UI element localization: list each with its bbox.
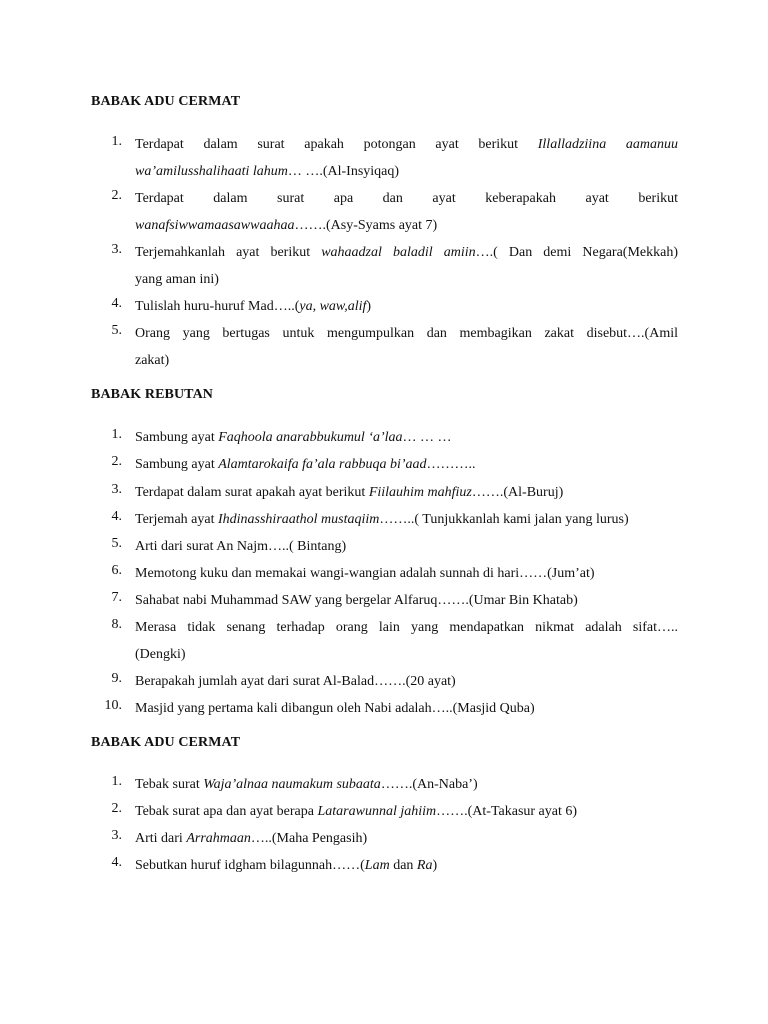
item-text bbox=[135, 239, 678, 293]
text-run: Sebutkan huruf idgham bilagunnah……( bbox=[135, 858, 365, 873]
item-number: 6. bbox=[111, 563, 122, 578]
item-text bbox=[135, 451, 678, 478]
item-text bbox=[135, 320, 678, 374]
italic-phrase: Ra bbox=[416, 858, 433, 873]
item-number: 5. bbox=[111, 536, 122, 551]
item-number: 10. bbox=[104, 698, 122, 713]
italic-phrase: Waja’alnaa naumakum subaata bbox=[203, 777, 381, 792]
item-text bbox=[135, 479, 678, 506]
text-run: Sambung ayat bbox=[135, 457, 219, 472]
text-run: …….(An-Naba’) bbox=[380, 777, 478, 792]
text-line bbox=[135, 424, 678, 451]
text-run: …….(Asy-Syams ayat 7) bbox=[294, 218, 438, 233]
text-run: Tulislah huru-huruf Mad…..( bbox=[135, 299, 300, 314]
item-text bbox=[135, 771, 678, 798]
italic-phrase: Illalladziina aamanuu bbox=[537, 137, 678, 152]
text-line bbox=[135, 212, 678, 239]
item-text bbox=[135, 668, 678, 695]
item-text bbox=[135, 587, 678, 614]
text-run: (Dengki) bbox=[135, 647, 186, 662]
text-run: ) bbox=[366, 299, 372, 314]
item-text bbox=[135, 798, 678, 825]
item-number: 3. bbox=[111, 482, 122, 497]
item-text bbox=[135, 533, 678, 560]
text-line bbox=[135, 668, 678, 695]
item-number: 8. bbox=[111, 617, 122, 632]
text-run: Tebak surat bbox=[135, 777, 204, 792]
item-number: 7. bbox=[111, 590, 122, 605]
section-heading: BABAK ADU CERMAT bbox=[91, 735, 241, 750]
text-line bbox=[135, 347, 678, 374]
item-number: 3. bbox=[111, 242, 122, 257]
item-text bbox=[135, 560, 678, 587]
item-text bbox=[135, 185, 678, 239]
text-run: dan bbox=[389, 858, 417, 873]
text-run: …..(Maha Pengasih) bbox=[250, 831, 368, 846]
italic-phrase: Ihdinasshiraathol mustaqiim bbox=[217, 512, 380, 527]
text-line bbox=[135, 852, 678, 879]
text-line bbox=[135, 798, 678, 825]
text-run: Orang yang bertugas untuk mengumpulkan dan membagikan zakat disebut….(Amil bbox=[135, 326, 678, 341]
text-run: …….(At-Takasur ayat 6) bbox=[436, 804, 578, 819]
text-line bbox=[135, 695, 678, 722]
italic-phrase: Arrahmaan bbox=[186, 831, 251, 846]
text-line bbox=[135, 239, 678, 266]
section-heading: BABAK REBUTAN bbox=[91, 387, 214, 402]
item-number: 4. bbox=[111, 296, 122, 311]
text-line bbox=[135, 451, 678, 478]
text-run: Berapakah jumlah ayat dari surat Al-Balad…….(20 ayat) bbox=[135, 674, 456, 689]
text-line bbox=[135, 771, 678, 798]
italic-phrase: Latarawunnal jahiim bbox=[317, 804, 437, 819]
text-line bbox=[135, 506, 678, 533]
item-number: 1. bbox=[111, 134, 122, 149]
text-run: …….(Al-Buruj) bbox=[471, 485, 564, 500]
item-text bbox=[135, 825, 678, 852]
item-number: 1. bbox=[111, 774, 122, 789]
text-run: … ….(Al-Insyiqaq) bbox=[287, 164, 400, 179]
text-run: ……..( Tunjukkanlah kami jalan yang lurus) bbox=[379, 512, 629, 527]
item-text bbox=[135, 293, 678, 320]
item-text bbox=[135, 424, 678, 451]
italic-phrase: Fiilauhim mahfiuz bbox=[368, 485, 472, 500]
text-run: Terdapat dalam surat apa dan ayat keberapakah ayat berikut bbox=[135, 191, 678, 206]
item-number: 2. bbox=[111, 454, 122, 469]
text-run: yang aman ini) bbox=[135, 272, 219, 287]
text-line bbox=[135, 560, 678, 587]
item-number: 2. bbox=[111, 188, 122, 203]
item-number: 1. bbox=[111, 427, 122, 442]
text-run: Arti dari bbox=[135, 831, 187, 846]
italic-phrase: wanafsiwwamaasawwaahaa bbox=[135, 218, 295, 233]
text-run: Terdapat dalam surat apakah potongan ayat berikut bbox=[135, 137, 538, 152]
text-run: Sahabat nabi Muhammad SAW yang bergelar Alfaruq…….(Umar Bin Khatab) bbox=[135, 593, 578, 608]
text-run: Sambung ayat bbox=[135, 430, 219, 445]
italic-phrase: Lam bbox=[364, 858, 390, 873]
text-run: Terjemah ayat bbox=[135, 512, 218, 527]
text-line bbox=[135, 266, 678, 293]
text-run: Memotong kuku dan memakai wangi-wangian adalah sunnah di hari……(Jum’at) bbox=[135, 566, 595, 581]
item-number: 4. bbox=[111, 855, 122, 870]
text-line bbox=[135, 320, 678, 347]
text-line bbox=[135, 158, 678, 185]
text-run: Merasa tidak senang terhadap orang lain yang mendapatkan nikmat adalah sifat….. bbox=[135, 620, 678, 635]
section-heading: BABAK ADU CERMAT bbox=[91, 94, 241, 109]
text-run: ……….. bbox=[426, 457, 476, 472]
text-line bbox=[135, 614, 678, 641]
item-text bbox=[135, 695, 678, 722]
italic-phrase: Alamtarokaifa fa’ala rabbuqa bi’aad bbox=[218, 457, 427, 472]
text-run: ….( Dan demi Negara(Mekkah) bbox=[475, 245, 679, 260]
text-run: Tebak surat apa dan ayat berapa bbox=[135, 804, 318, 819]
italic-phrase: wahaadzal baladil amiin bbox=[321, 245, 476, 260]
text-line bbox=[135, 641, 678, 668]
item-number: 9. bbox=[111, 671, 122, 686]
italic-phrase: ya, waw,alif bbox=[299, 299, 367, 314]
text-line bbox=[135, 479, 678, 506]
item-number: 4. bbox=[111, 509, 122, 524]
item-text bbox=[135, 131, 678, 185]
text-run: Arti dari surat An Najm…..( Bintang) bbox=[135, 539, 347, 554]
item-number: 5. bbox=[111, 323, 122, 338]
text-line bbox=[135, 293, 678, 320]
italic-phrase: Faqhoola anarabbukumul ‘a’laa bbox=[218, 430, 403, 445]
text-run: … … … bbox=[402, 430, 452, 445]
item-number: 3. bbox=[111, 828, 122, 843]
item-text bbox=[135, 614, 678, 668]
text-line bbox=[135, 587, 678, 614]
text-run: ) bbox=[432, 858, 438, 873]
italic-phrase: wa’amilusshalihaati lahum bbox=[135, 164, 288, 179]
text-run: Masjid yang pertama kali dibangun oleh Nabi adalah…..(Masjid Quba) bbox=[135, 701, 535, 716]
item-text bbox=[135, 506, 678, 533]
text-line bbox=[135, 825, 678, 852]
text-run: Terjemahkanlah ayat berikut bbox=[135, 245, 322, 260]
text-run: Terdapat dalam surat apakah ayat berikut bbox=[135, 485, 369, 500]
text-line bbox=[135, 131, 678, 158]
text-run: zakat) bbox=[135, 353, 170, 368]
item-text bbox=[135, 852, 678, 879]
item-number: 2. bbox=[111, 801, 122, 816]
text-line bbox=[135, 533, 678, 560]
text-line bbox=[135, 185, 678, 212]
